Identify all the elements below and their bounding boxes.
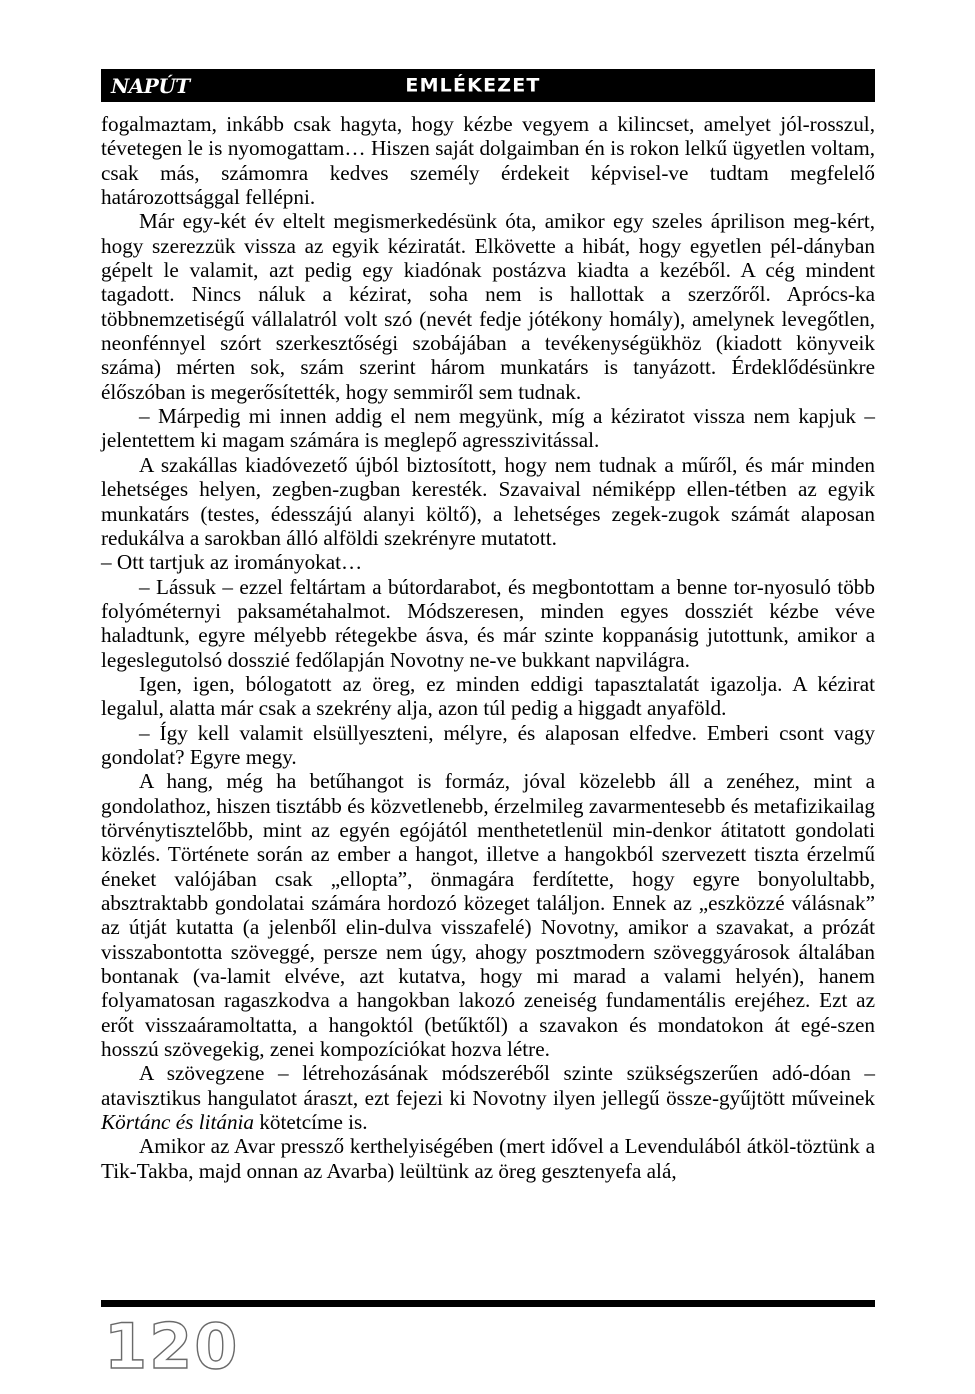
running-head-bar bbox=[101, 69, 875, 102]
footer-rule bbox=[101, 1300, 875, 1307]
paragraph: Igen, igen, bólogatott az öreg, ez minden eddigi tapasztalatát igazolja. A kézirat legalul, alatta már csak a szekrény alja, azon túl pedig a higgadt anyaföld. bbox=[101, 671, 875, 721]
paragraph: – Így kell valamit elsüllyeszteni, mélyre, és alaposan elfedve. Emberi csont vagy gondolat? Egyre megy. bbox=[101, 720, 875, 769]
paragraph: fogalmaztam, inkább csak hagyta, hogy kézbe vegyem a kilincset, amelyet jól-rosszul, tévetegen le is nyomogattam… Hiszen saját dolgaimban én is rokon lelkű ügyetlen voltam, csak más, számomra kedves személy érdekeit képvisel-ve tudtam megfelelő határozottsággal fellépni. bbox=[101, 112, 875, 210]
journal-logo: NAPÚT bbox=[111, 73, 190, 98]
page-number: 120 bbox=[104, 1310, 240, 1383]
section-title: EMLÉKEZET bbox=[405, 74, 541, 96]
paragraph: Amikor az Avar pressző kerthelyiségében (mert idővel a Levendulából átköl-töztünk a Tik-Takba, majd onnan az Avarba) leültünk az öreg gesztenyefa alá, bbox=[101, 1134, 875, 1183]
paragraph: – Ott tartjuk az irományokat… bbox=[101, 550, 363, 575]
paragraph: – Márpedig mi innen addig el nem megyünk, míg a kéziratot vissza nem kapjuk – jelentettem ki magam számára is meglepő agresszivitással. bbox=[101, 404, 875, 453]
body-text-block bbox=[101, 112, 875, 1183]
paragraph-text-lead: A szövegzene – létrehozásának módszeréből szinte szükségszerűen adó-dóan – atavisztikus hangulatot áraszt, ezt fejezi ki Novotny ilyen jellegű össze-gyűjtött műveinek bbox=[101, 1061, 875, 1110]
book-title: Körtánc és litánia bbox=[101, 1110, 255, 1135]
paragraph: A hang, még ha betűhangot is formáz, jóval közelebb áll a zenéhez, mint a gondolathoz, hiszen tisztább és közvetlenebb, érzelmileg zavarmentesebb és metafizikailag törvénytisztelőbb, mint az egyén egójától menthetetlenül min-denkor átitatott gondolati közlés. Története során az ember a hangot, illetve a hangokból szervezett tiszta érzelmű éneket valójában csak „ellopta”, önmagára ferdítette, hogy egyre bonyolultabb, absztraktabb gondolatai számára hordozó közeget találjon. Ennek az „eszközzé válásnak” az útját kutatta (a jelenből elin-dulva visszafelé) Novotny, amikor a szavakat, a prózát visszabontotta szöveggé, persze nem úgy, ahogy posztmodern szöveggyárosok általában bontanak (va-lamit elvéve, azt kutatva, hogy mi marad a valami helyén), hanem folyamatosan ragaszkodva a hangokban lakozó zeneiség fundamentális erejéhez. Ezt az erőt visszaáramoltatta, a hangoktól (betűktől) a szavakon és mondatokon át egé-szen hosszú szövegekig, zenei kompozíciókat hozva létre. bbox=[101, 769, 875, 1062]
paragraph-text-tail: kötetcíme is. bbox=[254, 1110, 368, 1135]
paragraph-with-booktitle bbox=[101, 1061, 875, 1134]
paragraph: – Lássuk – ezzel feltártam a bútordarabot, és megbontottam a benne tor-nyosuló több folyóméternyi paksamétahalmot. Módszeresen, minden egyes dossziét kézbe véve haladtunk, egyre mélyebb rétegekbe ásva, és már szinte koppanásig jutottunk, amikor a legeslegutolsó dosszié fedőlapján Novotny ne-ve bukkant napvilágra. bbox=[101, 574, 875, 672]
paragraph: Már egy-két év eltelt megismerkedésünk óta, amikor egy szeles áprilison meg-kért, hogy szerezzük vissza az egyik kéziratát. Elkövette a hibát, hogy egyetlen pél-dányban gépelt le valamit, azt pedig egy kiadónak postázva kiadta a kezéből. A cég mindent tagadott. Nincs náluk a kézirat, soha nem is hallottak a szerzőről. Aprócs-ka többnemzetiségű vállalatról volt szó (nevét fedje jótékony homály), amelynek levegőtlen, neonfénnyel szórt szerkesztőségi szobájában a tevékenységükhöz (kiadott könyveik száma) mérten sok, szám szerint három munkatárs is tanyázott. Érdeklődésünkre élőszóban is megerősítették, hogy semmiről sem tudnak. bbox=[101, 209, 875, 404]
paragraph: A szakállas kiadóvezető újból biztosított, hogy nem tudnak a műről, és már minden lehetséges helyen, zegben-zugban keresték. Szavaival némiképp ellen-tétben az egyik munkatárs (testes, édesszájú alanyi költő), a lehetséges zegek-zugok számát alaposan redukálva a sarokban álló alföldi szekrényre mutatott. bbox=[101, 452, 875, 550]
